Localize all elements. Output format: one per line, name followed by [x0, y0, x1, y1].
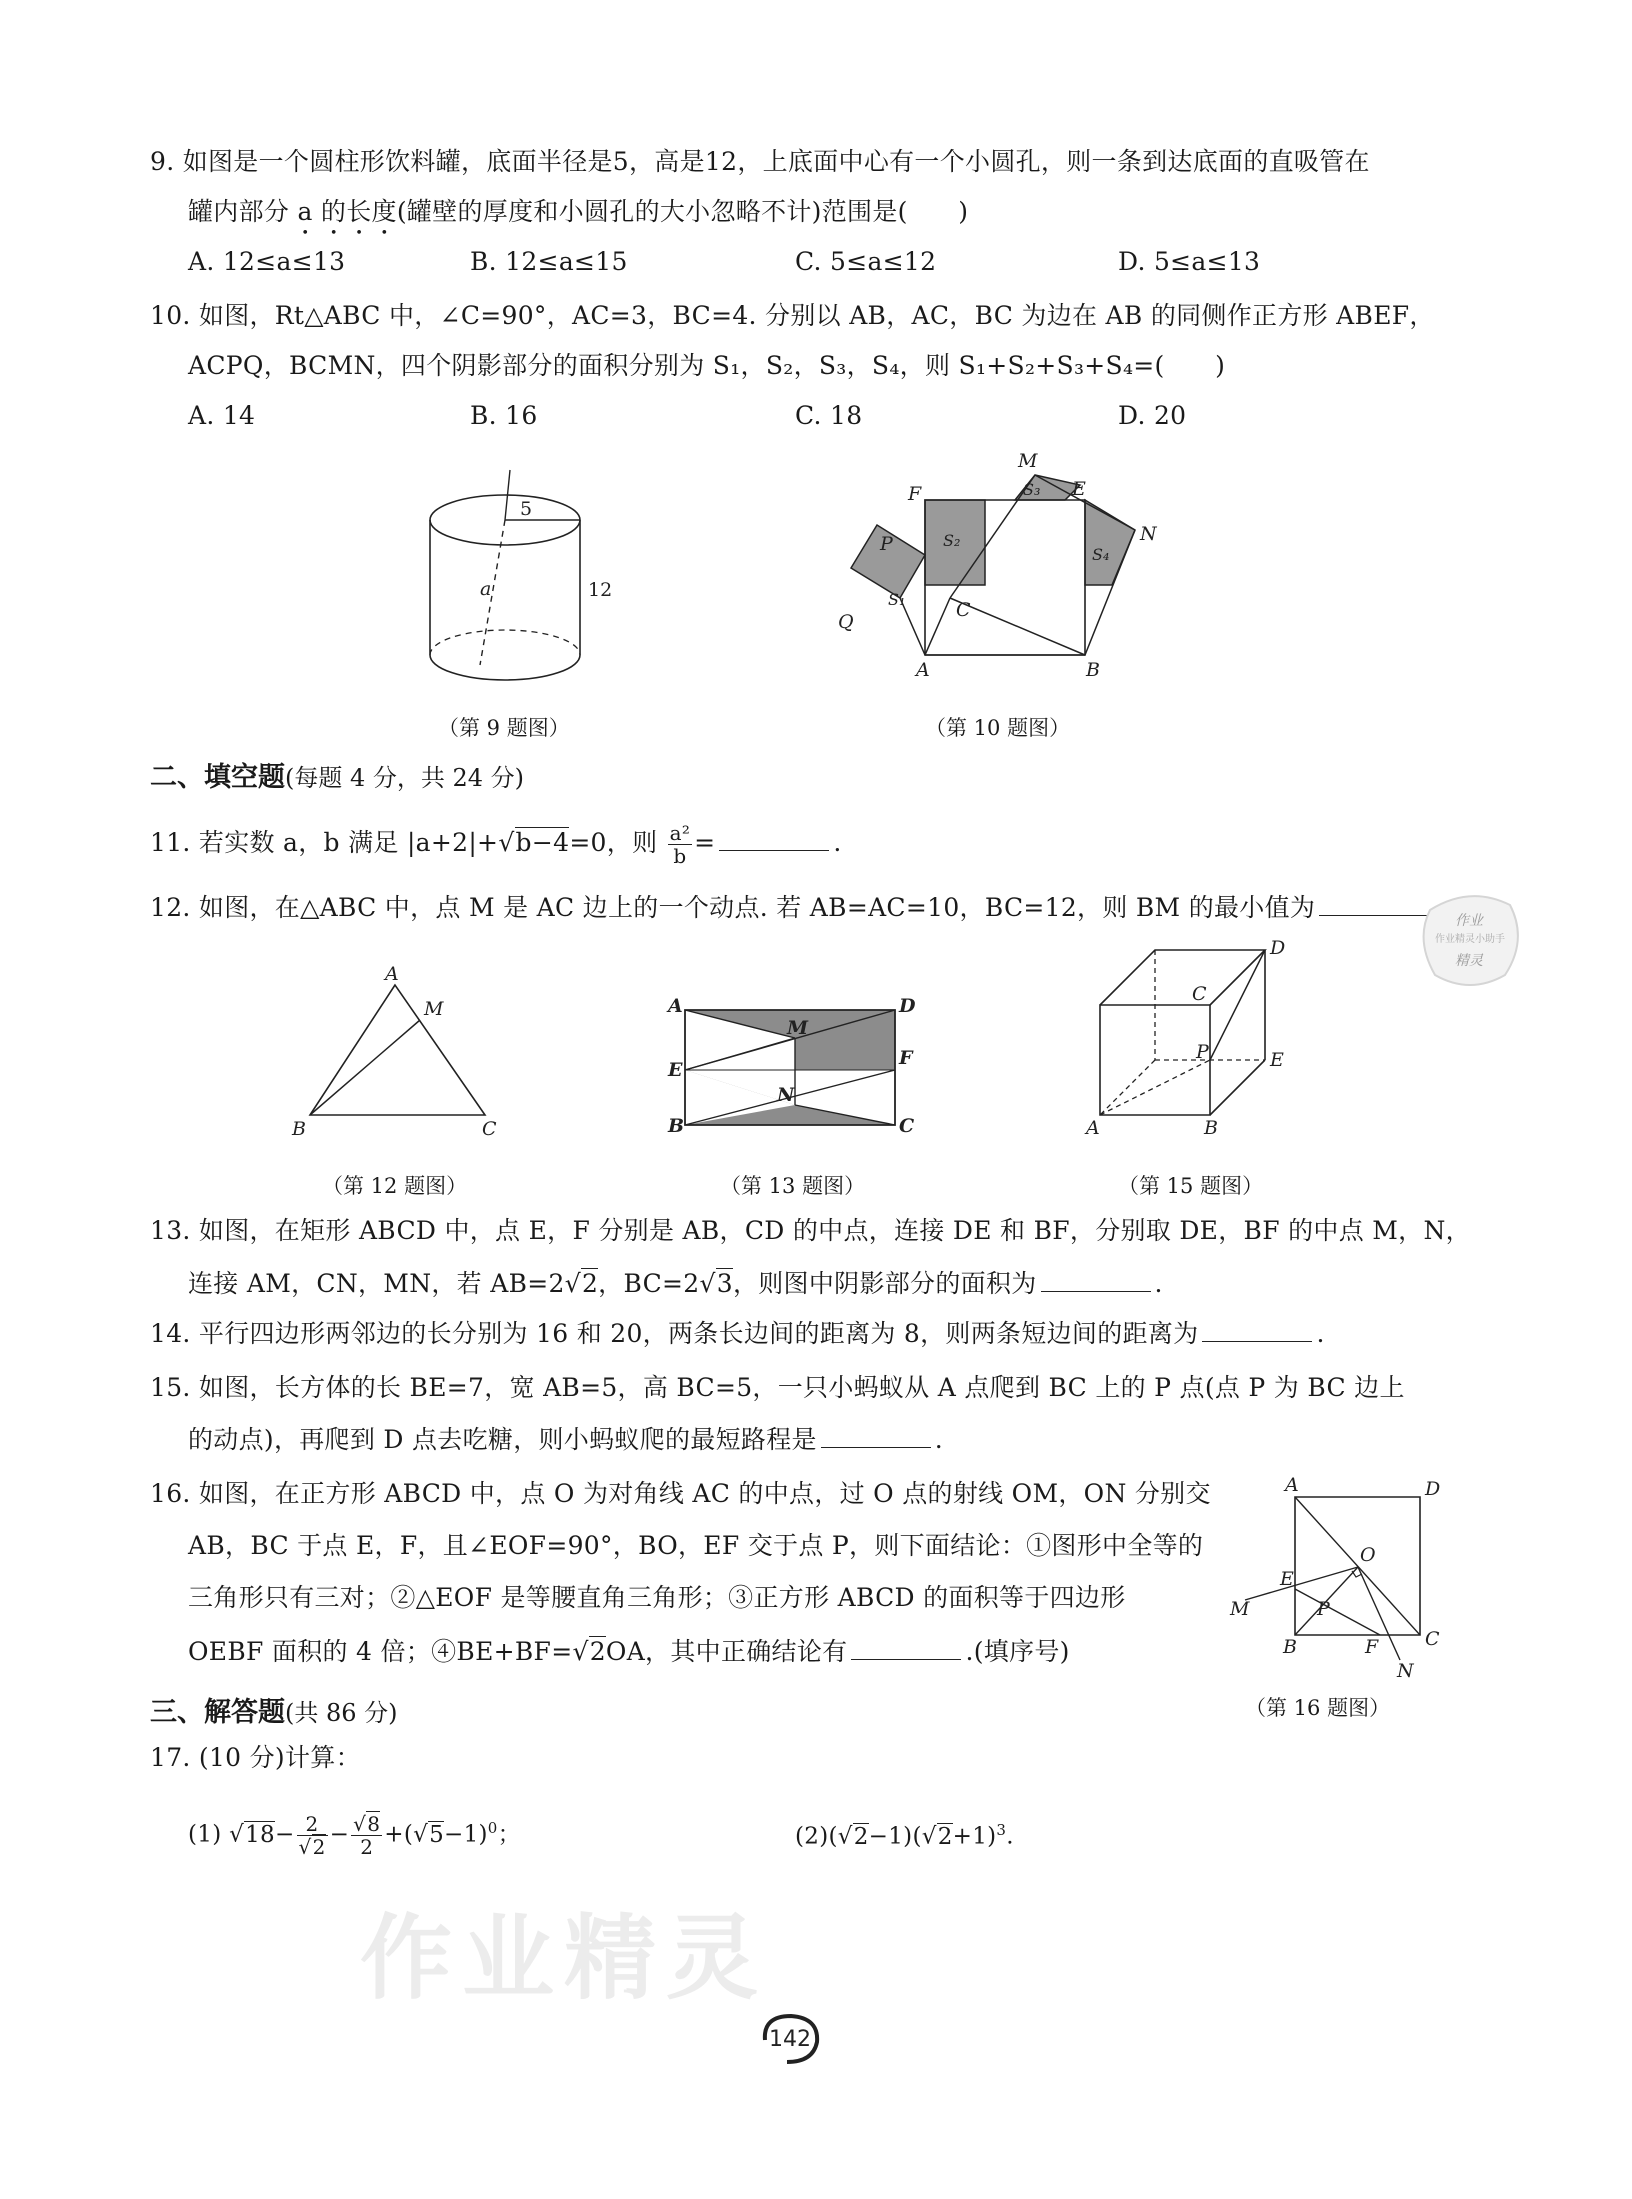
fig10-label-p: P [880, 533, 893, 555]
fig16-label-m: M [1230, 1598, 1250, 1620]
q16-line4: OEBF 面积的 4 倍；④BE+BF=√2OA，其中正确结论有 .(填序号) [188, 1637, 1070, 1666]
q15-answer-blank [821, 1425, 931, 1448]
q11-answer-blank [719, 828, 829, 851]
fig16-label-a: A [1285, 1474, 1299, 1496]
fig16-label-f: F [1365, 1636, 1379, 1658]
fig13-label-f: F [899, 1047, 913, 1069]
figure-16-square [1225, 1475, 1455, 1680]
fig10-label-n: N [1140, 523, 1157, 545]
q12-line: 12. 如图，在△ABC 中，点 M 是 AC 边上的一个动点. 若 AB=AC=10，BC=12，则 BM 的最小值为 [150, 892, 1441, 924]
fig15-label-b: B [1204, 1117, 1218, 1139]
figure-12-triangle [290, 965, 510, 1140]
q16-line3: 三角形只有三对；②△EOF 是等腰直角三角形；③正方形 ABCD 的面积等于四边形 [188, 1583, 1126, 1612]
fig15-label-e: E [1270, 1049, 1284, 1071]
section-3-header: 三、解答题(共 86 分) [150, 1697, 398, 1728]
q10-option-d: D. 20 [1118, 401, 1187, 430]
fig10-label-m: M [1018, 450, 1038, 472]
fig16-label-n: N [1397, 1660, 1414, 1682]
fig9-label-radius: 5 [520, 498, 533, 520]
q10-option-b: B. 16 [470, 401, 538, 430]
q14-line: 14. 平行四边形两邻边的长分别为 16 和 20，两条长边间的距离为 8，则两条短边间的距离为 . [150, 1319, 1325, 1348]
q9-caption: （第 9 题图） [438, 716, 570, 740]
page-number-badge [755, 2010, 825, 2066]
q17-part1: (1) √18− $\frac{2}{√2}$ − $\frac{√8}{2}$ $+(√5-1)^0$； [188, 1812, 521, 1860]
q10-option-c: C. 18 [795, 401, 863, 430]
q9-option-b: B. 12≤a≤15 [470, 247, 628, 276]
q10-line2: ACPQ，BCMN，四个阴影部分的面积分别为 S₁，S₂，S₃，S₄，则 S₁+S₂+S₃+S₄=( ) [188, 351, 1226, 380]
stamp-seal [1410, 880, 1530, 1000]
q11-line: 11. 若实数 a，b 满足 |a+2|+√b−4=0，则 $\frac{\text{a²}}{b}$ = . [150, 821, 842, 868]
fig13-label-b: B [668, 1115, 685, 1137]
fig12-label-b: B [292, 1118, 306, 1140]
fig10-label-s2: S₂ [943, 531, 961, 550]
q14-answer-blank [1202, 1319, 1312, 1342]
q13-answer-blank [1041, 1269, 1151, 1292]
fig16-label-p: P [1317, 1598, 1330, 1620]
fig10-label-q: Q [838, 611, 854, 633]
fig16-label-c: C [1425, 1628, 1440, 1650]
svg-text:精灵: 精灵 [1455, 953, 1483, 969]
fig10-label-e: E [1072, 478, 1086, 500]
svg-text:作业: 作业 [1455, 913, 1483, 929]
fig16-label-o: O [1360, 1544, 1376, 1566]
q13-line2: 连接 AM，CN，MN，若 AB=2√2，BC=2√3，则图中阴影部分的面积为 . [188, 1269, 1163, 1298]
figure-13-rectangle [665, 990, 925, 1135]
q9-option-c: C. 5≤a≤12 [795, 247, 937, 276]
q11-fraction: $\frac{\text{a²}}{b}$ [669, 821, 691, 868]
figure-15-cuboid [1080, 937, 1300, 1140]
q10-line1: 10. 如图，Rt△ABC 中，∠C=90°，AC=3，BC=4. 分别以 AB，AC，BC 为边在 AB 的同侧作正方形 ABEF， [150, 301, 1435, 330]
q9-option-a: A. 12≤a≤13 [188, 247, 346, 276]
fig10-label-f: F [908, 483, 922, 505]
fig13-label-c: C [899, 1115, 915, 1137]
fig10-label-c: C [956, 599, 971, 621]
fig13-label-d: D [899, 995, 916, 1017]
q16-answer-blank [851, 1637, 961, 1660]
q13-caption: （第 13 题图） [720, 1174, 866, 1198]
q16-line1: 16. 如图，在正方形 ABCD 中，点 O 为对角线 AC 的中点，过 O 点的射线 OM，ON 分别交 [150, 1479, 1211, 1508]
fig16-label-b: B [1283, 1636, 1297, 1658]
fig10-label-s4: S₄ [1092, 545, 1110, 564]
q17-frac2: $\frac{√8}{2}$ [353, 1812, 381, 1860]
fig12-label-a: A [385, 963, 399, 985]
q13-line1: 13. 如图，在矩形 ABCD 中，点 E，F 分别是 AB，CD 的中点，连接 DE 和 BF，分别取 DE，BF 的中点 M，N， [150, 1216, 1471, 1245]
q12-caption: （第 12 题图） [322, 1174, 468, 1198]
fig13-label-e: E [668, 1059, 683, 1081]
section-2-header: 二、填空题(每题 4 分，共 24 分) [150, 762, 525, 793]
q9-line1: 9. 如图是一个圆柱形饮料罐，底面半径是5，高是12，上底面中心有一个小圆孔，则一条到达底面的直吸管在 [150, 147, 1370, 176]
fig15-label-a: A [1086, 1117, 1100, 1139]
fig15-label-d: D [1270, 937, 1286, 959]
fig10-label-s3: S₃ [1023, 480, 1041, 499]
fig12-label-c: C [482, 1118, 497, 1140]
fig13-label-n: N [777, 1084, 795, 1106]
fig15-label-c: C [1192, 983, 1207, 1005]
fig9-label-a: a [480, 578, 492, 600]
q15-line2: 的动点)，再爬到 D 点去吃糖，则小蚂蚁爬的最短路程是 . [188, 1425, 944, 1454]
q10-option-a: A. 14 [188, 401, 256, 430]
q17-title: 17. (10 分)计算： [150, 1743, 361, 1772]
figure-10-squares [820, 450, 1160, 680]
q15-caption: （第 15 题图） [1118, 1174, 1264, 1198]
q16-line2: AB，BC 于点 E，F，且∠EOF=90°，BO，EF 交于点 P，则下面结论：①图形中全等的 [188, 1531, 1204, 1560]
q17-frac1: $\frac{2}{√2}$ [298, 1812, 326, 1860]
q15-line1: 15. 如图，长方体的长 BE=7，宽 AB=5，高 BC=5，一只小蚂蚁从 A 点爬到 BC 上的 P 点(点 P 为 BC 边上 [150, 1373, 1405, 1402]
page-number: 142 [769, 2027, 811, 2052]
q9-option-d: D. 5≤a≤13 [1118, 247, 1261, 276]
fig15-label-p: P [1196, 1041, 1209, 1063]
fig13-label-m: M [787, 1017, 809, 1039]
fig10-label-b: B [1086, 659, 1100, 681]
fig10-label-a: A [916, 659, 930, 681]
q9-line2: 罐内部分 a 的长度(罐壁的厚度和小圆孔的大小忽略不计)范围是( ) [188, 197, 969, 226]
fig16-label-e: E [1280, 1568, 1294, 1590]
fig12-label-m: M [424, 998, 444, 1020]
svg-text:作业精灵小助手: 作业精灵小助手 [1435, 934, 1505, 945]
watermark: 作业精灵 [360, 1905, 769, 2012]
q16-caption: （第 16 题图） [1245, 1696, 1391, 1720]
fig9-label-height: 12 [588, 579, 613, 601]
figure-9-cylinder [420, 460, 613, 700]
q10-caption: （第 10 题图） [925, 716, 1071, 740]
q17-part2: $(2)(√2-1)(√2+1)^3$. [795, 1821, 1014, 1850]
fig13-label-a: A [668, 995, 683, 1017]
fig16-label-d: D [1425, 1478, 1441, 1500]
fig10-label-s1: S₁ [888, 590, 906, 609]
